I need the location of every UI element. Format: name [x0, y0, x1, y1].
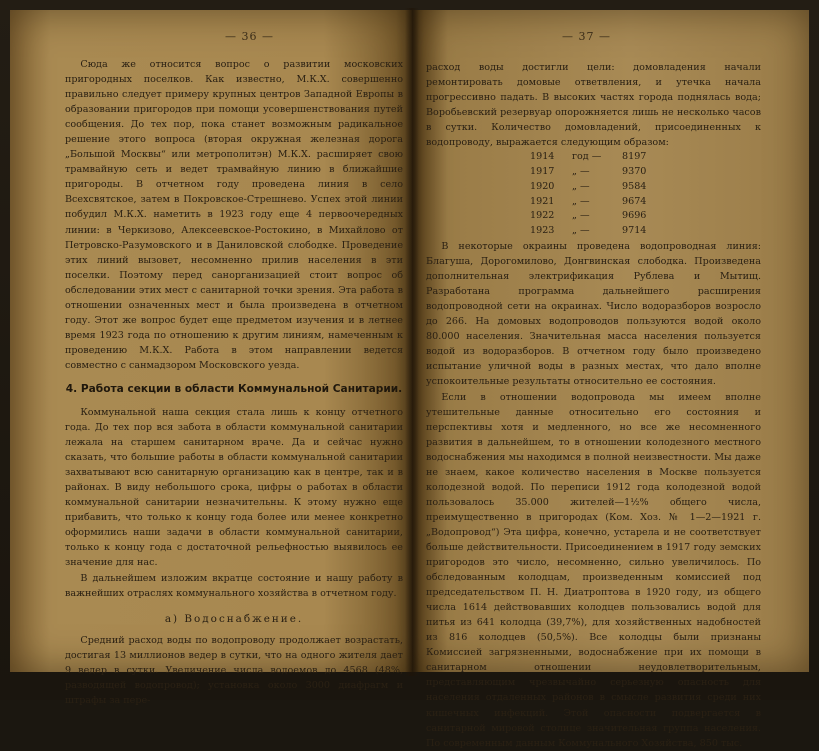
table-cell-value: 9370	[622, 166, 647, 178]
table-cell-year: 1921	[530, 195, 555, 207]
table-cell-unit: год —	[572, 151, 602, 163]
table-row	[530, 195, 676, 210]
table-cell-unit: „ —	[572, 195, 590, 207]
right-page-text	[426, 60, 761, 751]
table-row	[530, 180, 676, 195]
table-cell-value: 9674	[622, 195, 647, 207]
subsection-heading-water-supply: а) Водоснабжение.	[164, 612, 304, 625]
book-gutter	[405, 8, 419, 676]
table-cell-year: 1920	[530, 180, 555, 192]
table-row	[530, 209, 676, 224]
paragraph-wells: Если в отношении водопровода мы имеем вполне утешительные данные относительно его состояния и перспективы хотя и медленного, но все же несомненного развития в дальнейшем, то в отношении колодезного местного водоснабжения мы находимся в полной неизвестности. Мы даже не знаем, какое количество населения в Москве пользуется колодезной водой. По переписи 1912 года колодезной водой пользовалось 35.000 жителей—1½% общего числа, преимущественно в пригородах (Ком. Хоз. № 1—2—1921 г. „Водопровод“) Эта цифра, конечно, устарела и не соответствует больше действительности. Присоединением в 1917 году земских пригородов это число, несомненно, сильно увеличилось. По обследованным колодцам, произведенным комиссией под председательством П. Н. Диатроптова в 1920 году, из общего числа 1614 действовавших колодцев пользовались водой для питья из 641 колодца (39,7%), для хозяйственных надобностей из 816 колодцев (50,5%). Все колодцы были признаны Комиссией загрязненными, водоснабжение при их помощи в санитарном отношении неудовлетворительным, представляющим чрезвычайно серьезную опасность для населения отдаленных районов в смысле развития среди них кишечных инфекций. Этой опасности подвергается в санитарной мировой столице значительная группа населения. По современным данным Коммунального Хозяйства, 850 тыс.	[426, 391, 761, 749]
paragraph-water-consumption: Средний расход воды по водопроводу продолжает возрастать, достигая 13 миллионов ведер в сутки, что на одного жителя дает 9 ведер в сутки. Увеличение числа водоемов до 4568 (48%, разводящей водопровод); установка около 3000 диафрагм и штрафы за пере-	[65, 634, 403, 706]
right-page	[412, 10, 809, 749]
page-number-left: — 36 —	[225, 30, 274, 43]
table-cell-year: 1923	[530, 225, 555, 237]
table-cell-unit: „ —	[572, 225, 590, 237]
table-cell-value: 9584	[622, 180, 647, 192]
table-cell-year: 1914	[530, 151, 555, 163]
section-heading-communal-sanitation: 4. Работа секции в области Коммунальной Санитарии.	[65, 382, 403, 395]
households-connected-table	[530, 150, 676, 239]
table-cell-value: 9696	[622, 210, 647, 222]
table-row	[530, 165, 676, 180]
paragraph-water-leaks: расход воды достигли цели: домовладения начали ремонтировать домовые ответвления, и утечка начала прогрессивно падать. В высоких частях города поднялась вода; Воробьевский резервуар опорожняется лишь не несколько часов в сутки. Количество домовладений, присоединенных к водопроводу, выражается следующим образом:	[426, 62, 761, 149]
table-cell-unit: „ —	[572, 210, 590, 222]
table-cell-year: 1917	[530, 166, 555, 178]
table-cell-year: 1922	[530, 210, 555, 222]
table-cell-value: 9714	[622, 225, 647, 237]
left-page	[10, 10, 412, 706]
paragraph-suburbs: Сюда же относится вопрос о развитии московских пригородных поселков. Как известно, М.К.Х. совершенно правильно следует примеру крупных центров Западной Европы в образовании пригородов при помощи усовершенствования путей сообщения. До тех пор, пока станет возможным радикальное решение этого вопроса (вторая окружная железная дорога „Большой Москвы“ или метрополитэн) М.К.Х. расширяет свою трамвайную сеть и ведет трамвайную линию в ближайшие пригороды. В отчетном году проведена линия в село Всехсвятское, затем в Покровское-Стрешнево. Успех этой линии побудил М.К.Х. наметить в 1923 году еще 4 первоочередных линии: в Черкизово, Алексеевское-Ростокино, в Михайлово от Петровско-Разумовского и в Даниловской слободке. Проведение этих линий вызовет, несомненно прилив населения в эти поселки. Поэтому перед санорганизацией стоит вопрос об обследовании этих мест с санитарной точки зрения. Эта работа в отношении означенных мест и была произведена в отчетном году. Этот же вопрос будет еще предметом изучения и в летнее время 1923 года по отношению к другим линиям, намеченным к проведению М.К.Х. Работа в этом направлении ведется совместно с санмадзором Московского уезда.	[65, 59, 403, 371]
page-number-right: — 37 —	[562, 30, 611, 43]
table-cell-unit: „ —	[572, 180, 590, 192]
paragraph-communal-section: Коммунальной наша секция стала лишь к концу отчетного года. До тех пор вся забота в области коммунальной санитарии лежала на старшем санитарном враче. Да и сейчас нужно сказать, что большие работы в области коммунальной санитарии захватывают всю санитарную организацию как в центре, так и в районах. В виду небольшого срока, цифры о работах в области коммунальной санитарии незначительны. К этому нужно еще прибавить, что только к концу года более или менее конкретно оформились наши задачи в области коммунальной санитарии, только к концу года с достаточной рельефностью выявилось ее значение для нас.	[65, 406, 403, 569]
left-page-text	[65, 57, 403, 708]
table-cell-value: 8197	[622, 151, 647, 163]
paragraph-outskirts-lines: В некоторые окраины проведена водопроводная линия: Благуша, Дорогомилово, Донгвинская слободка. Произведена дополнительная электрификация Рублева и Мытищ. Разработана программа дальнейшего расширения водопроводной сети на окраинах. Число водоразборов возросло до 266. На домовых водопроводов пользуются водой около 80.000 населения. Значительная масса населения пользуется водой из водоразборов. В отчетном году было произведено испытание уличной воды в разных местах, что дало вполне успокоительные результаты относительно ее состояния.	[426, 241, 761, 388]
paragraph-overview: В дальнейшем изложим вкратце состояние и нашу работу в важнейших отраслях коммунального хозяйства в отчетном году.	[65, 572, 403, 599]
table-cell-unit: „ —	[572, 166, 590, 178]
table-row	[530, 150, 676, 165]
table-row	[530, 224, 676, 239]
